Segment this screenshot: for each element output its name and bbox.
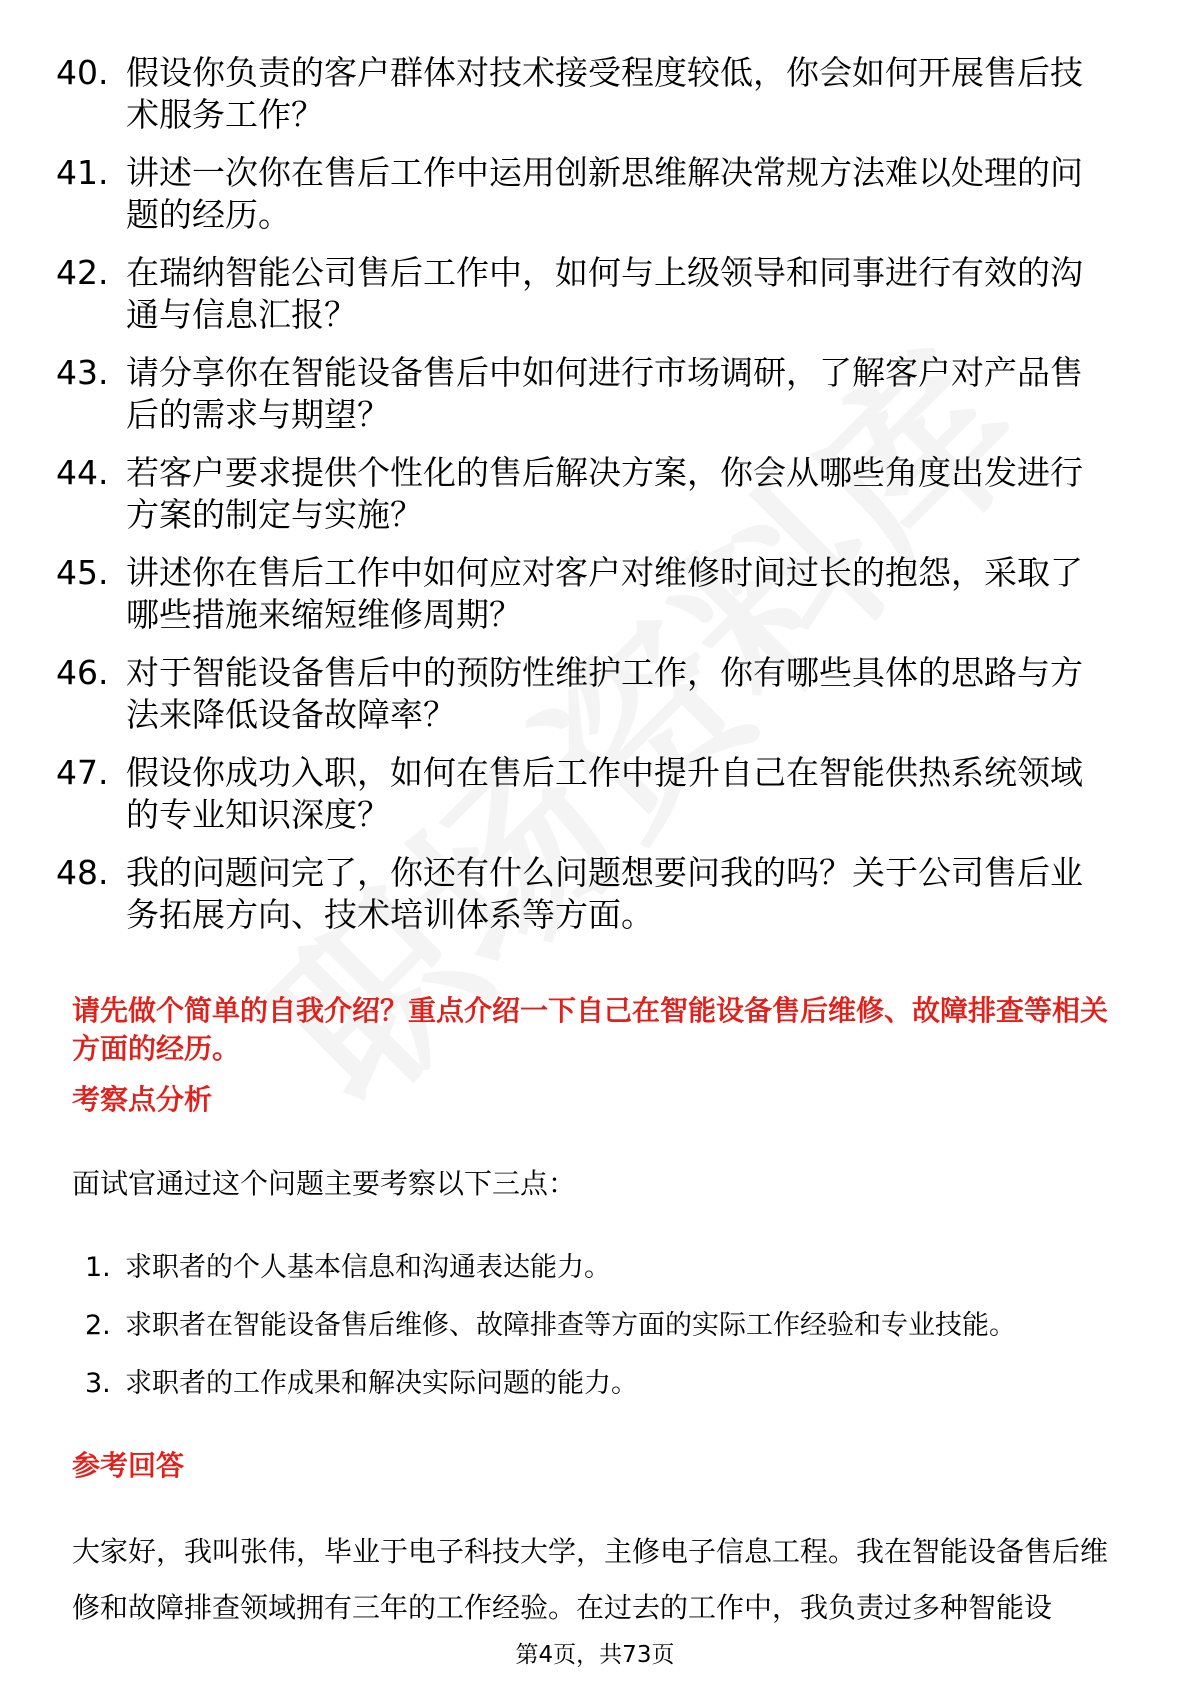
point-number: 1.: [85, 1252, 111, 1283]
question-text: 假设你负责的客户群体对技术接受程度较低，你会如何开展售后技术服务工作？: [126, 53, 1083, 134]
reference-answer: 大家好，我叫张伟，毕业于电子科技大学，主修电子信息工程。我在智能设备售后维修和故障排查领域拥有三年的工作经验。在过去的工作中，我负责过多种智能设: [72, 1535, 1109, 1624]
question-text: 若客户要求提供个性化的售后解决方案，你会从哪些角度出发进行方案的制定与实施？: [126, 453, 1083, 534]
point-text: 求职者的个人基本信息和沟通表达能力。: [125, 1252, 611, 1283]
question-text: 假设你成功入职，如何在售后工作中提升自己在智能供热系统领域的专业知识深度？: [126, 753, 1083, 834]
analysis-heading: 考察点分析: [72, 1083, 213, 1116]
list-item: [56, 752, 1116, 836]
point-text: 求职者在智能设备售后维修、故障排查等方面的实际工作经验和专业技能。: [125, 1310, 1016, 1341]
list-item: [56, 152, 1116, 236]
list-item: [56, 652, 1116, 736]
list-item: [56, 452, 1116, 536]
analysis-intro: 面试官通过这个问题主要考察以下三点：: [72, 1167, 577, 1200]
question-list: [56, 52, 1116, 952]
question-number: 43.: [56, 353, 109, 392]
question-text: 请分享你在智能设备售后中如何进行市场调研，了解客户对产品售后的需求与期望？: [126, 353, 1083, 434]
question-number: 44.: [56, 453, 109, 492]
question-number: 42.: [56, 253, 109, 292]
highlighted-question: 请先做个简单的自我介绍？重点介绍一下自己在智能设备售后维修、故障排查等相关方面的经历。: [72, 994, 1109, 1065]
list-item: [85, 1366, 1115, 1424]
question-number: 45.: [56, 553, 109, 592]
list-item: [85, 1308, 1115, 1366]
reference-heading: 参考回答: [72, 1449, 185, 1482]
question-number: 41.: [56, 153, 109, 192]
page-footer: 第4页，共73页: [515, 1642, 675, 1668]
list-item: [56, 352, 1116, 436]
question-text: 我的问题问完了，你还有什么问题想要问我的吗？关于公司售后业务拓展方向、技术培训体系等方面。: [126, 853, 1083, 934]
list-item: [85, 1250, 1115, 1308]
point-text: 求职者的工作成果和解决实际问题的能力。: [125, 1368, 638, 1399]
point-number: 2.: [85, 1310, 111, 1341]
question-number: 46.: [56, 653, 109, 692]
question-text: 对于智能设备售后中的预防性维护工作，你有哪些具体的思路与方法来降低设备故障率？: [126, 653, 1083, 734]
list-item: [56, 852, 1116, 936]
question-text: 讲述一次你在售后工作中运用创新思维解决常规方法难以处理的问题的经历。: [126, 153, 1083, 234]
list-item: [56, 252, 1116, 336]
list-item: [56, 52, 1116, 136]
question-text: 讲述你在售后工作中如何应对客户对维修时间过长的抱怨，采取了哪些措施来缩短维修周期？: [126, 553, 1083, 634]
question-number: 47.: [56, 753, 109, 792]
list-item: [56, 552, 1116, 636]
analysis-points: [85, 1250, 1115, 1424]
question-text: 在瑞纳智能公司售后工作中，如何与上级领导和同事进行有效的沟通与信息汇报？: [126, 253, 1083, 334]
question-number: 40.: [56, 53, 109, 92]
point-number: 3.: [85, 1368, 111, 1399]
question-number: 48.: [56, 853, 109, 892]
